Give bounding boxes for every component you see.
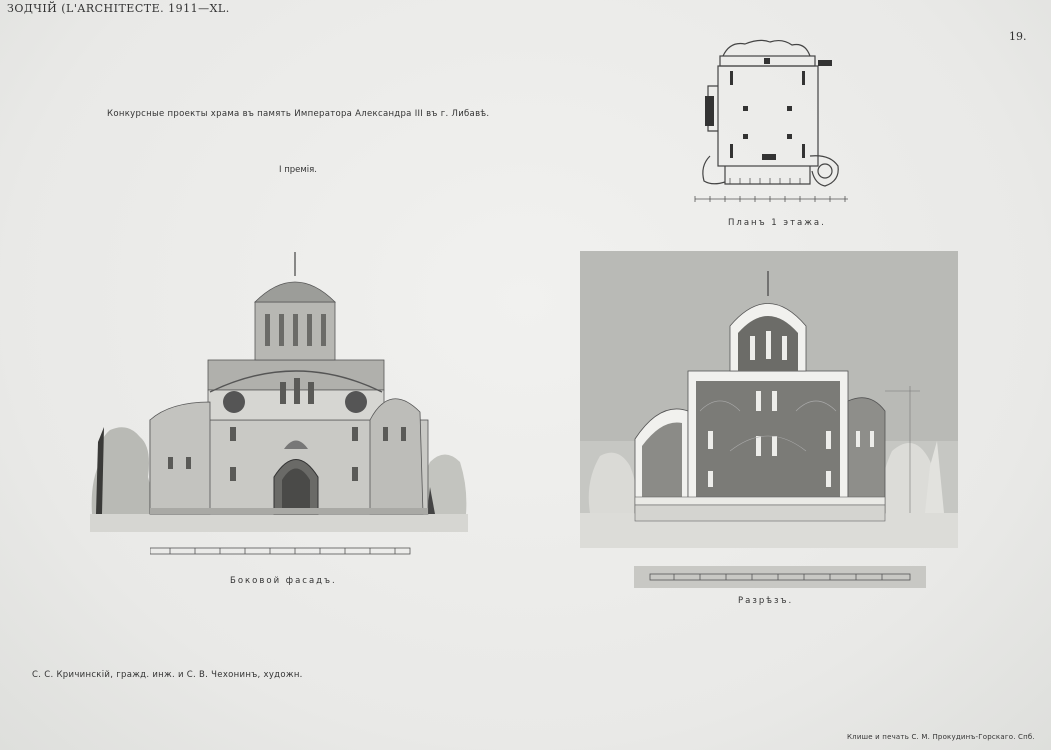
printer-credit: Клише и печать С. М. Прокудинъ-Горскаго. Спб. — [847, 733, 1035, 741]
journal-header: ЗОДЧІЙ (L'ARCHITECTE. 1911—XL. — [7, 2, 230, 15]
prize-label: I премія. — [279, 165, 317, 175]
facade-scale-bar — [150, 545, 412, 557]
floor-plan-drawing — [690, 36, 850, 206]
plan-caption: Планъ 1 этажа. — [728, 218, 826, 228]
page-number: 19. — [1009, 30, 1027, 43]
section-caption: Разрѣзъ. — [738, 596, 794, 606]
section-drawing — [580, 251, 960, 551]
side-facade-drawing — [90, 252, 470, 534]
section-scale-bar — [634, 566, 926, 588]
page-title: Конкурсные проекты храма въ память Императора Александра III въ г. Либавѣ. — [107, 109, 490, 119]
authors-credit: С. С. Кричинскій, гражд. инж. и С. В. Чехонинъ, художн. — [32, 670, 303, 680]
facade-caption: Боковой фасадъ. — [230, 576, 337, 586]
